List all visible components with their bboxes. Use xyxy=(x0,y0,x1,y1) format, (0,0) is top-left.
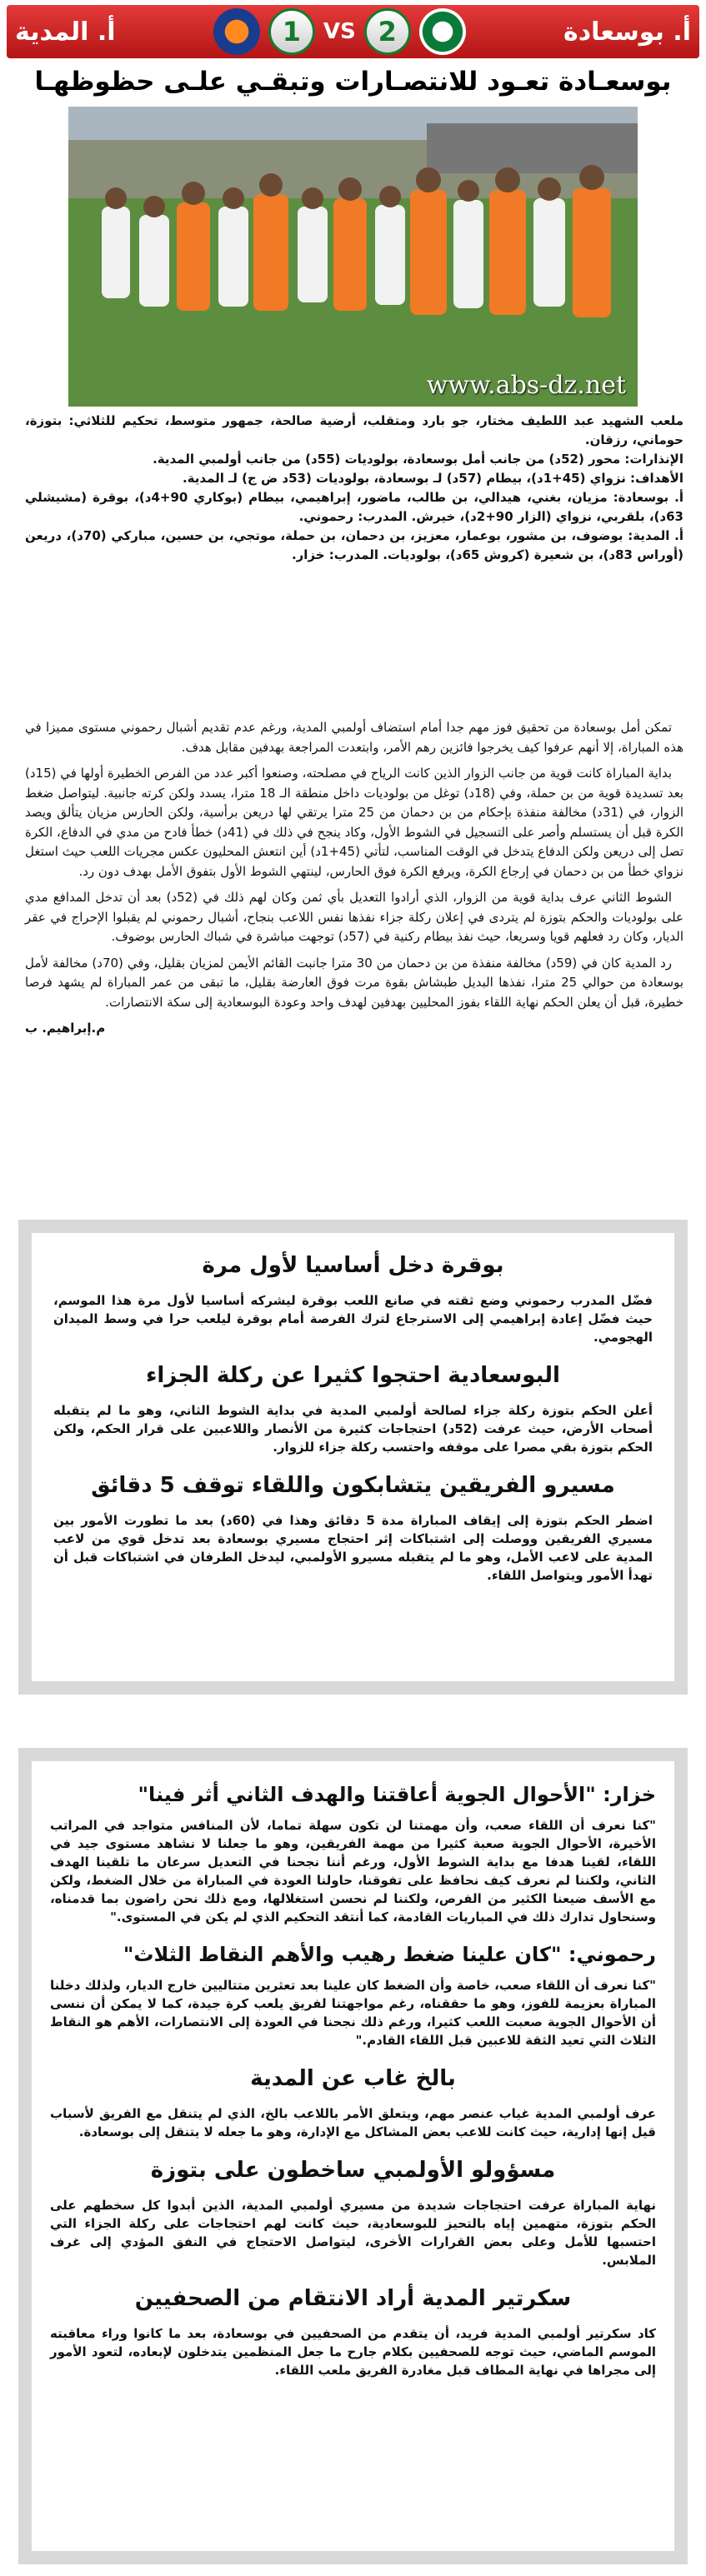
away-score: 1 xyxy=(268,8,315,55)
statements-box xyxy=(18,1748,688,2564)
match-info xyxy=(25,412,683,565)
note-text: أعلن الحكم بتوزة ركلة جزاء لصالحة أولمبي المدية في بداية الشوط الثاني، وهو ما لم يتقبله أصحاب الأرض، حيث عرفت (52د) احتجاجات كثيرة من الأنصار واللاعبين على قرار الحكم، ولكن الحكم بتوزة بقي مصرا على موقفه واحتسب ركلة جزاء للزوار. xyxy=(53,1403,653,1455)
body-paragraph: رد المدية كان في (59د) مخالفة منفذة من بن دحمان من 30 مترا جانبت القائم الأيمن لمزيان بقليل، وفي (70د) مخالفة لأمل بوسعادة من حوالي 25 مترا، نفذها البديل طبشاش بقوة مرت فوق العارضة بقليل، ما تبقى من عمر المباراة لم يشهد فرصا خطيرة، قبل أن يعلن الحكم نهاية اللقاء بفوز المحليين بهدفين لهدف واحد وعودة البوسعادية إلى سكة الانتصارات. xyxy=(25,955,684,1010)
headline: بوسعـادة تعـود للانتصـارات وتبقـي علـى حظوظهـا xyxy=(34,67,672,97)
note-title: البوسعادية احتجوا كثيرا عن ركلة الجزاء xyxy=(146,1363,560,1388)
away-team-name: أ. المدية xyxy=(15,17,116,47)
statement-title: رحموني: "كان علينا ضغط رهيب والأهم النقاط الثلاث" xyxy=(123,1943,656,1966)
note-text: اضطر الحكم بتوزة إلى إيقاف المباراة مدة 5 دقائق وهذا في (60د) بعد ما تطورت الأمور بين مسيري الفريقين ووصلت إلى اشتباكات إثر احتجاج مسيري بوسعادة بعد تدخل قوي من لاعب المدية على لاعب الأمل، وهو ما لم يتقبله مسيرو الأولمبي، ليدخل الطرفان في اشتباكات قبل أن تهدأ الأمور ويتواصل اللقاء. xyxy=(53,1513,653,1583)
statement-text: كاد سكرتير أولمبي المدية فريد، أن يتقدم من الصحفيين في بوسعادة، بعد ما كانوا وراء معاقبته الموسم الماضي، حيث توجه للصحفيين بكلام جارح ما جعل المنظمين يتدخلون لإبعاده، لتعود الأمور إلى مجراها في نهاية المطاف قبل مغادرة الفريق ملعب اللقاء. xyxy=(50,2326,656,2378)
statement-text: "كنا نعرف أن اللقاء صعب، وأن مهمتنا لن تكون سهلة تماما، لأن المنافس متواجد في المراتب الأخيرة، الأحوال الجوية صعبة كثيرا من مهمة الفريقين، وهو ما جعلنا لا نشاهد مستوى جيد في اللقاء، لقينا هدفا مع بداية الشوط الأول، ورغم أننا نجحنا في التعديل سرعان ما تلقينا الهدف الثاني، ولكننا لم نعرف كيف نحافظ على تفوقنا، حاولنا العودة في المباراة من خلال الضغط، ولكن مع الأسف ضيعنا الكثير من الفرص، ولكننا لم نحسن استغلالها، ومع ذلك نحن راضون بما قدمناه، وسنحاول تدارك ذلك في المباريات القادمة، كما أنتقد التحكيم الذي لم يكن في المستوى." xyxy=(50,1818,656,1925)
info-goals: الأهداف: نزواي (45+1د)، بيطام (57د) لـ بوسعادة، بولوديات (53د ض ج) لـ المدية. xyxy=(182,471,683,486)
home-team-name: أ. بوسعادة xyxy=(563,17,691,47)
statement-text: عرف أولمبي المدية غياب عنصر مهم، ويتعلق الأمر باللاعب بالخ، الذي لم يتنقل مع الفريق لأسباب قيل إنها إدارية، حيث كانت للاعب بعض المشاكل مع الإدارة، وهو ما جعله لا يتنقل إلى بوسعادة. xyxy=(50,2106,656,2139)
vs-label: VS xyxy=(323,19,356,44)
notes-box-inner xyxy=(32,1233,674,1681)
score-banner xyxy=(7,5,699,58)
notes-box xyxy=(18,1220,688,1695)
players-photo-illustration xyxy=(68,107,638,407)
statement-title: بالخ غاب عن المدية xyxy=(250,2066,456,2091)
bou-saada-logo-icon xyxy=(419,8,466,55)
match-photo xyxy=(68,107,638,407)
statement-title: سكرتير المدية أراد الانتقام من الصحفيين xyxy=(134,2286,572,2311)
statement-title: خزار: "الأحوال الجوية أعاقتنا والهدف الثاني أثر فينا" xyxy=(138,1783,656,1806)
article-body xyxy=(25,718,683,1046)
score-group xyxy=(213,8,466,55)
site-watermark: www.abs-dz.net xyxy=(426,371,626,400)
info-stadium: ملعب الشهيد عبد اللطيف مختار، جو بارد ومتقلب، أرضية صالحة، جمهور متوسط، تحكيم للثلاثي: بتوزة، حوماني، رزقان. xyxy=(25,413,683,447)
home-score: 2 xyxy=(364,8,411,55)
statement-text: "كنا نعرف أن اللقاء صعب، خاصة وأن الضغط كان علينا بعد تعثرين متتاليين خارج الديار، ولذلك دخلنا المباراة بعزيمة للفوز، وهو ما حققناه، رغم مواجهتنا لفريق يلعب كرة جيدة، كما لا يمكن أن ننسى أن الأحوال الجوية صعبت اللعب كثيرا، ورغم ذلك نجحنا في العودة إلى الانتصارات، الأهم هو النقاط الثلاث التي تعيد الثقة للاعبين قبل اللقاء القادم." xyxy=(50,1978,656,2048)
body-paragraph: تمكن أمل بوسعادة من تحقيق فوز مهم جدا أمام استضاف أولمبي المدية، ورغم عدم تقديم أشبال رحموني مستوى مميزا في هذه المباراة، إلا أنهم عرفوا كيف يخرجوا فائزين رهم الأمر، وابتعدت المراجعة بهدفين مقابل هدف. xyxy=(25,720,683,755)
statements-box-inner xyxy=(32,1761,674,2551)
info-lineup-home: أ. بوسعادة: مزيان، بغني، هيدالي، بن طالب، ماضور، إبراهيمي، بيطام (بوكاري 90+4د)، بوقرة (مشيشلي 63د)، بلقربي، نزواي (الزار 90+2د)، خيرش. المدرب: رحموني. xyxy=(25,490,683,524)
body-paragraph: الشوط الثاني عرف بداية قوية من الزوار، الذي أرادوا التعديل بأي ثمن وكان لهم ذلك في (52د) بعد أن تدخل المدافع مدي على بولوديات والحكم بتوزة لم يتردى في إعلان ركلة جزاء نفذها نفس اللاعب بنجاح، أشبال رحموني لم يقبلوا الإحراج في عقر الديار، وكان رد فعلهم قويا وسريعا، حيث نفذ بيطام ركنية في (57د) توجهت مباشرة في شباك الحارس بوضوف. xyxy=(25,890,683,944)
medea-logo-icon xyxy=(213,8,260,55)
info-lineup-away: أ. المدية: بوضوف، بن مشور، بوعمار، معزيز، بن دحمان، بن حملة، موتجي، بن حسين، مباركي (70د)، دريعن (أوراس 83د)، بن شعيرة (كروش 65د)، بولوديات. المدرب: خزار. xyxy=(25,528,684,562)
statement-title: مسؤولو الأولمبي ساخطون على بتوزة xyxy=(150,2158,556,2183)
note-title: مسيرو الفريقين يتشابكون واللقاء توقف 5 دقائق xyxy=(91,1473,615,1498)
body-paragraph: بداية المباراة كانت قوية من جانب الزوار الذين كانت الرياح في مصلحته، وصنعوا أكبر عدد من الفرص الخطيرة أولها في (15د) بعد تسديدة قوية من بن حملة، وفي (18د) توغل من بولوديات داخل منطقة الـ 18 مترا، يسدد ولكن كرته جانبية. ليتواصل ضغط الزوار، في (31د) مخالفة منفذة بإحكام من بن دحمان من 25 مترا يرتقي لها دريعن برأسية، ولكن الحارس مزيان يتألق ويصد الكرة قبل أن يستسلم وأصر على التسجيل في الشوط الأول، وكاد ينجح في ذلك في (41د) خطأ فادح من مدي في الدفاع، الكرة تصل إلى دريعن ولكن الدفاع يتدخل في الوقت المناسب، لتأتي (45+1د) أين انتعش المحليون عكس مجريات اللعب حيث استغل نزواي خطأ من بن دحمان في إرجاع الكرة، ويرفع الكرة فوق الحارس، لينتهي الشوط الأول بتفوق الأمل بهدف دون رد. xyxy=(25,766,684,879)
note-title: بوقرة دخل أساسيا لأول مرة xyxy=(202,1253,504,1278)
statement-text: نهاية المباراة عرفت احتجاجات شديدة من مسيري أولمبي المدية، الذين أبدوا كل سخطهم على الحكم بتوزة، متهمين إياه بالتحيز للبوسعادية، حيث كانت لهم احتجاجات على ركلة الجزاء التي احتسبها للأمل وعلى بعض القرارات الأخرى، ليتواصل الاحتجاج في النفق المؤدي إلى غرف الملابس. xyxy=(50,2198,656,2268)
info-cards: الإنذارات: محور (52د) من جانب أمل بوسعادة، بولوديات (55د) من جانب أولمبي المدية. xyxy=(153,452,683,467)
note-text: فضّل المدرب رحموني وضع ثقته في صانع اللعب بوقرة ليشركه أساسيا لأول مرة هذا الموسم، حيث فضّل إعادة إبراهيمي إلى الاسترجاع لترك الفرصة أمام بوقرة ليلعب حرا في وسط الميدان الهجومي. xyxy=(53,1293,653,1345)
author-signature: م.إبراهيم. ب xyxy=(25,1021,106,1036)
